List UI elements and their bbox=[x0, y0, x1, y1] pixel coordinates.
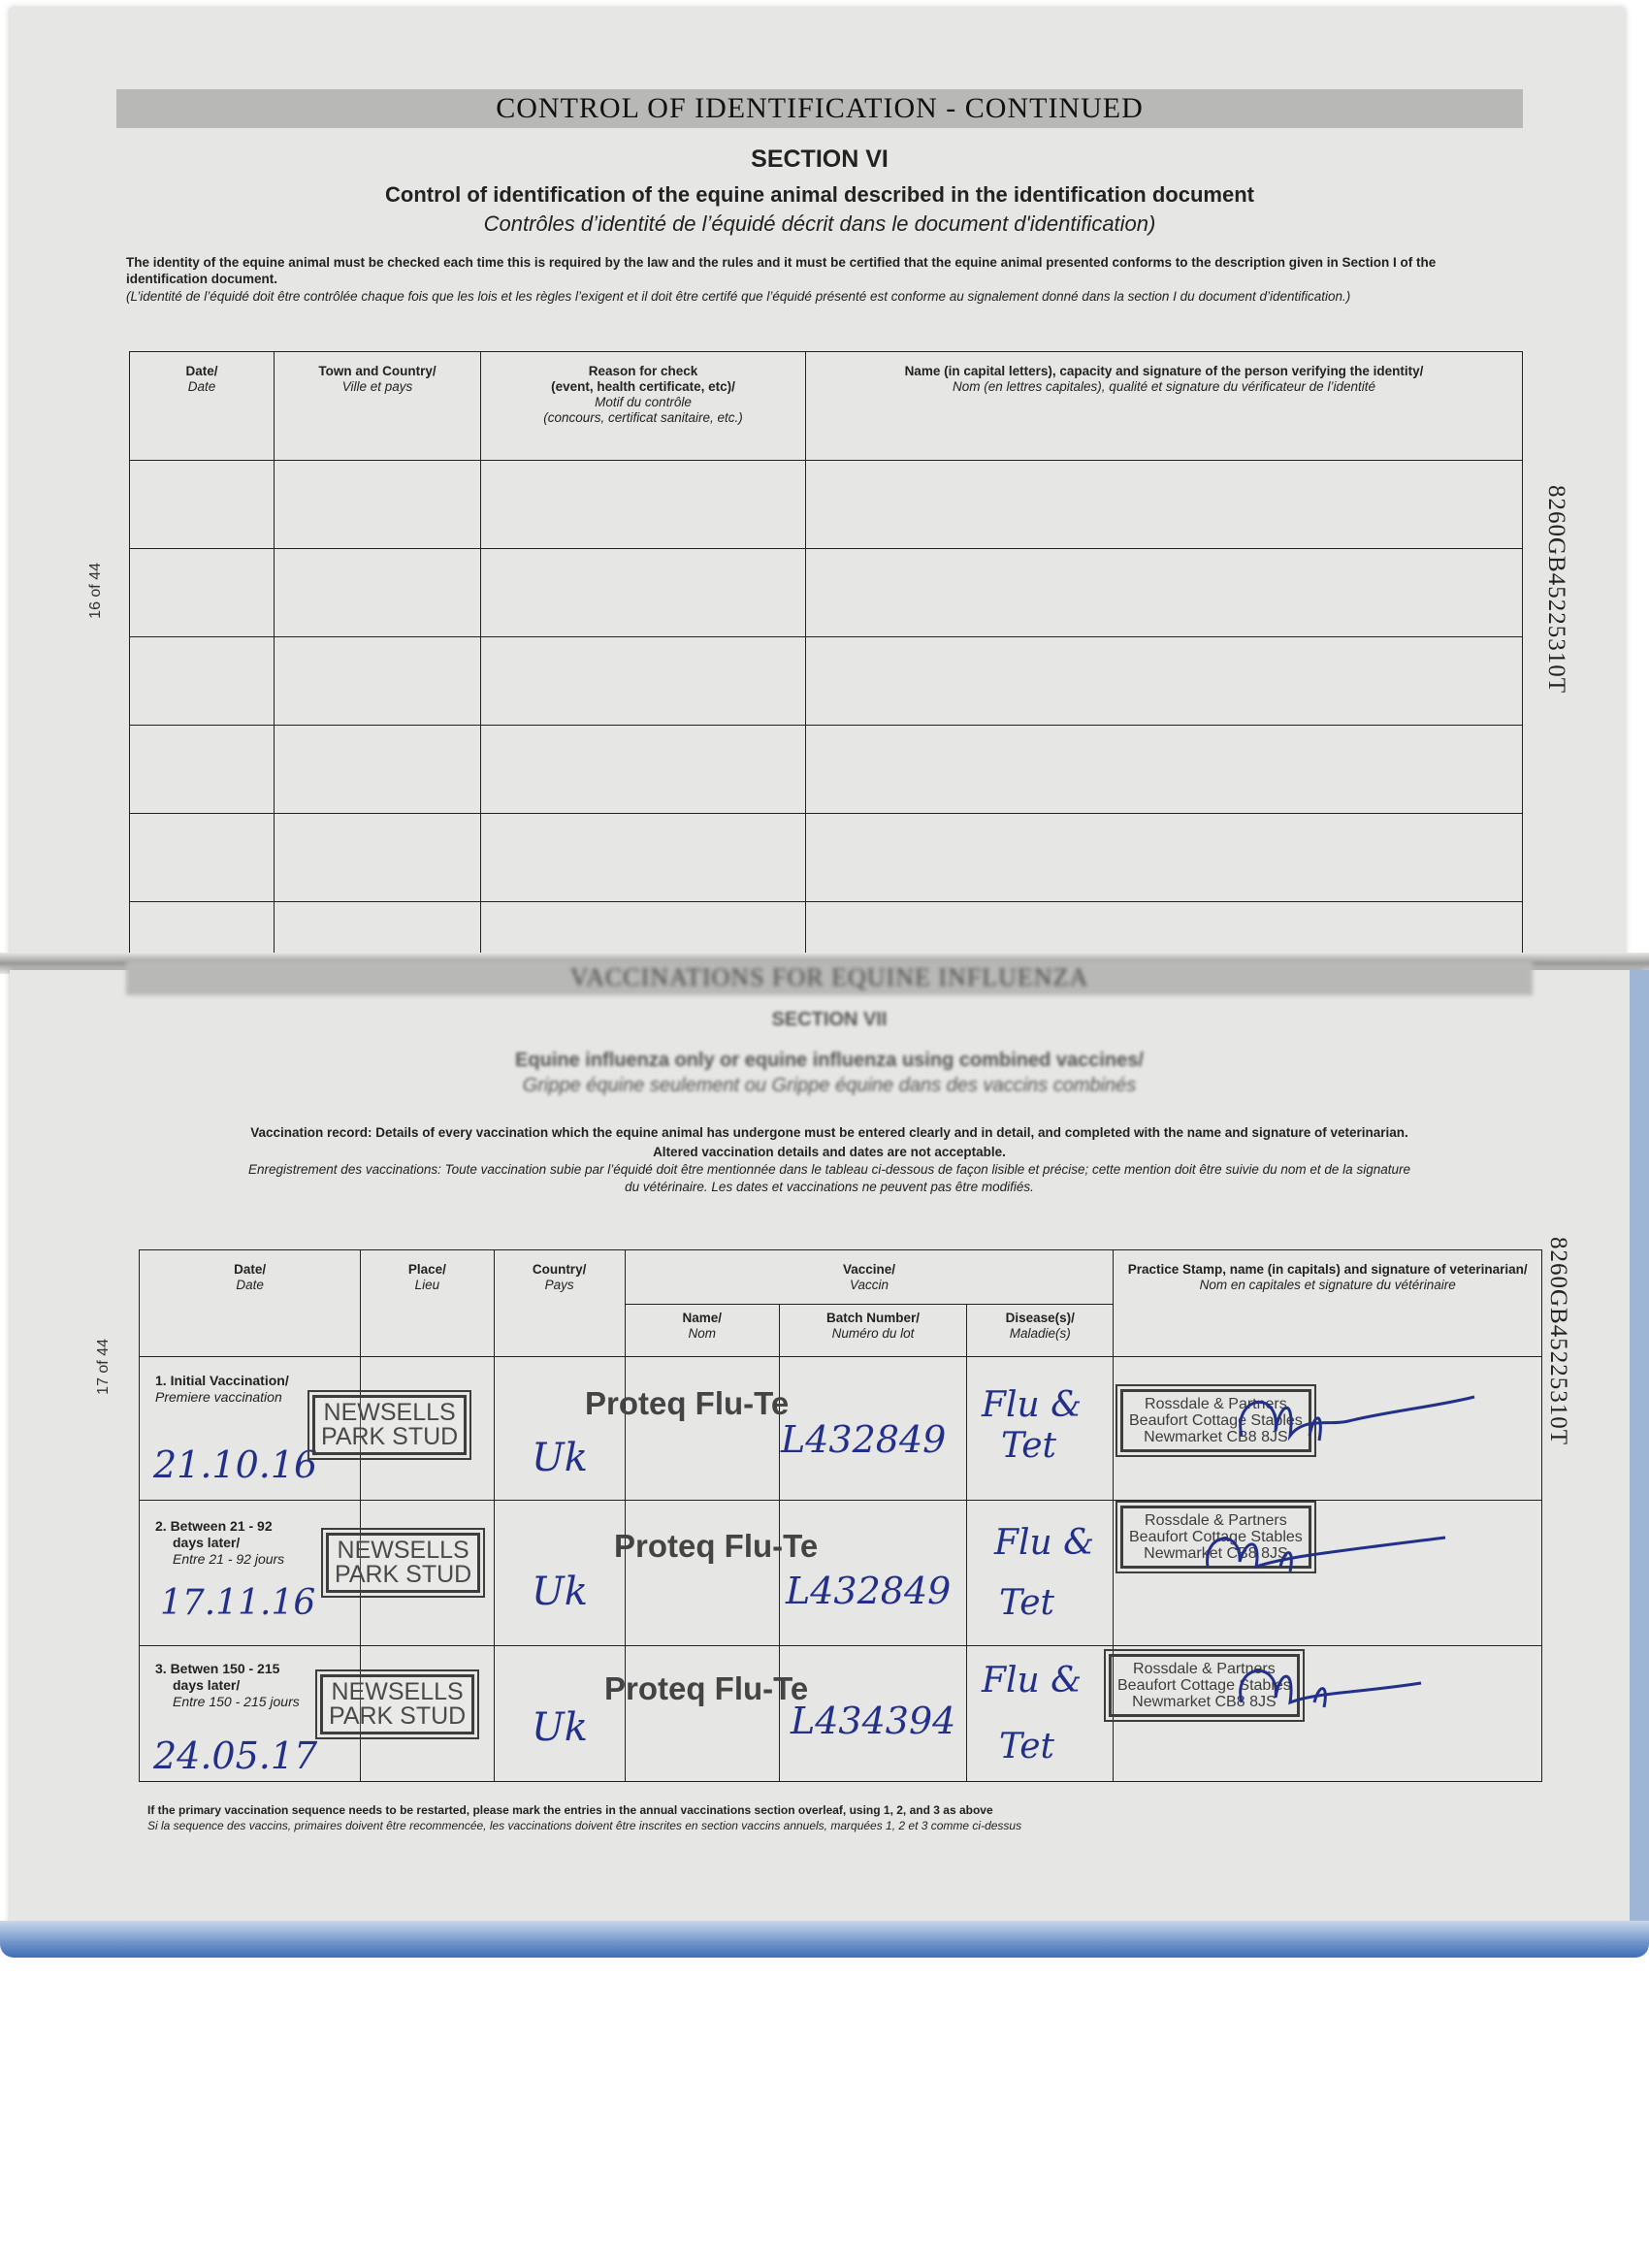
row-3-date: 24.05.17 bbox=[153, 1734, 318, 1777]
row-2-batch: L432849 bbox=[786, 1570, 952, 1612]
control-title-fr: Contrôles d’identité de l’équidé décrit dans le document d'identification) bbox=[483, 211, 1156, 236]
vaccination-record-fr-2: du vétérinaire. Les dates et vaccinations ne peuvent pas être modifiés. bbox=[625, 1180, 1034, 1194]
row-2-vet-signature bbox=[1193, 1513, 1455, 1581]
row-3-label: 3. Betwen 150 - 215 days later/ Entre 150 - 215 jours bbox=[155, 1661, 300, 1709]
page-number-16: 16 of 44 bbox=[87, 563, 104, 619]
row-2-label: 2. Between 21 - 92 days later/ Entre 21 - 92 jours bbox=[155, 1518, 285, 1567]
row-1-vaccine-name: Proteq Flu-Te bbox=[585, 1385, 790, 1421]
row-1-disease-2: Tet bbox=[1001, 1426, 1056, 1466]
row-2-vet-stamp: Rossdale & Partners Beaufort Cottage Stables Newmarket CB8 8JS bbox=[1120, 1506, 1311, 1569]
row-1-country: Uk bbox=[532, 1436, 588, 1480]
row-3-vet-stamp: Rossdale & Partners Beaufort Cottage Stables Newmarket CB8 8JS bbox=[1109, 1654, 1300, 1717]
row-1-date: 21.10.16 bbox=[153, 1443, 318, 1486]
row-2-country: Uk bbox=[532, 1570, 588, 1614]
header-vaccine-name: Name/ Nom bbox=[625, 1305, 779, 1357]
table-row bbox=[130, 637, 1523, 726]
restart-note-fr: Si la sequence des vaccins, primaires doivent être recommencée, les vaccinations doivent être inscrites en section vaccins annuels, marquées 1, 2 et 3 comme ci-dessus bbox=[147, 1819, 1022, 1832]
row-3-disease: Flu & bbox=[982, 1661, 1083, 1701]
restart-note-en: If the primary vaccination sequence needs to be restarted, please mark the entries in the annual vaccinations section overleaf, using 1, 2, and 3 as above bbox=[147, 1803, 993, 1817]
cover-edge-right bbox=[1630, 970, 1649, 1940]
header-reason: Reason for check (event, health certificate, etc)/ Motif du contrôle (concours, certificat sanitaire, etc.) bbox=[481, 352, 806, 461]
influenza-title-fr: Grippe équine seulement ou Grippe équine dans des vaccins combinés bbox=[522, 1075, 1137, 1096]
section-vii-title: SECTION VII bbox=[771, 1009, 888, 1030]
row-3-vaccine-name: Proteq Flu-Te bbox=[604, 1670, 809, 1706]
row-2-vaccine-name: Proteq Flu-Te bbox=[614, 1528, 819, 1564]
header-vaccine: Vaccine/ Vaccin bbox=[625, 1250, 1114, 1305]
table-row bbox=[130, 814, 1523, 902]
passport-serial-bottom: 8260GB45225310T bbox=[1545, 1237, 1571, 1445]
row-1-disease: Flu & bbox=[982, 1385, 1083, 1425]
identity-check-table bbox=[129, 351, 1523, 960]
header-date: Date/ Date bbox=[140, 1250, 361, 1357]
table-row bbox=[130, 726, 1523, 814]
row-3-batch: L434394 bbox=[791, 1700, 956, 1742]
row-1-batch: L432849 bbox=[781, 1418, 947, 1461]
row-3-country: Uk bbox=[532, 1705, 588, 1750]
header-place: Place/ Lieu bbox=[361, 1250, 494, 1357]
vaccination-record-en: Vaccination record: Details of every vaccination which the equine animal has undergone must be entered clearly and in detail, and completed with the name and signature of veterinarian. bbox=[250, 1125, 1408, 1140]
section-vi-title: SECTION VI bbox=[751, 146, 889, 173]
table-row bbox=[130, 461, 1523, 549]
influenza-title-en: Equine influenza only or equine influenza using combined vaccines/ bbox=[515, 1050, 1144, 1071]
vaccination-record-fr: Enregistrement des vaccinations: Toute vaccination subie par l’équidé doit être mentionnée dans le tableau ci-dessous de façon lisible et précise; cette mention doit être suivie du nom et de la signature bbox=[248, 1162, 1410, 1177]
table-row bbox=[130, 902, 1523, 960]
row-1-label: 1. Initial Vaccination/ Premiere vaccination bbox=[155, 1373, 289, 1405]
control-title-en: Control of identification of the equine animal described in the identification document bbox=[385, 182, 1254, 207]
identity-check-instructions-fr: (L’identité de l’équidé doit être contrôlée chaque fois que les lois et les règles l’exigent et il doit être certifé que l’équidé présenté est conforme au signalement donné dans la section I du document d’identification.) bbox=[126, 289, 1351, 304]
row-3-disease-2: Tet bbox=[999, 1727, 1054, 1766]
vaccinations-banner: VACCINATIONS FOR EQUINE INFLUENZA bbox=[126, 960, 1533, 995]
header-country: Country/ Pays bbox=[494, 1250, 625, 1357]
row-1-vet-stamp: Rossdale & Partners Beaufort Cottage Stables Newmarket CB8 8JS bbox=[1120, 1389, 1311, 1452]
row-1-place-stamp: NEWSELLS PARK STUD bbox=[312, 1395, 467, 1455]
row-1-vet-signature bbox=[1222, 1377, 1484, 1455]
header-town-country: Town and Country/ Ville et pays bbox=[275, 352, 481, 461]
row-3-place-stamp: NEWSELLS PARK STUD bbox=[320, 1674, 474, 1734]
header-date: Date/ Date bbox=[130, 352, 275, 461]
row-2-date: 17.11.16 bbox=[160, 1583, 316, 1623]
table-row bbox=[130, 549, 1523, 637]
identity-check-instructions-en: The identity of the equine animal must be checked each time this is required by the law and the rules and it must be certified that the equine animal presented conforms to the description given in Section I of the identification document. bbox=[126, 255, 1437, 286]
row-2-place-stamp: NEWSELLS PARK STUD bbox=[326, 1533, 480, 1593]
header-verifier-name: Name (in capital letters), capacity and signature of the person verifying the identity/ Nom (en lettres capitales), qualité et signature du vérificateur de l’identité bbox=[806, 352, 1523, 461]
page-number-17: 17 of 44 bbox=[95, 1339, 112, 1395]
header-diseases: Disease(s)/ Maladie(s) bbox=[967, 1305, 1114, 1357]
control-identification-banner: CONTROL OF IDENTIFICATION - CONTINUED bbox=[116, 89, 1523, 128]
passport-serial-top: 8260GB45225310T bbox=[1543, 485, 1569, 694]
header-batch-number: Batch Number/ Numéro du lot bbox=[779, 1305, 966, 1357]
vaccination-record-en-2: Altered vaccination details and dates are not acceptable. bbox=[653, 1145, 1006, 1159]
header-practice-stamp: Practice Stamp, name (in capitals) and signature of veterinarian/ Nom en capitales et signature du vétérinaire bbox=[1114, 1250, 1542, 1357]
row-3-vet-signature bbox=[1222, 1649, 1436, 1717]
cover-edge-bottom bbox=[0, 1921, 1649, 1958]
row-2-disease-2: Tet bbox=[999, 1583, 1054, 1623]
row-2-disease: Flu & bbox=[994, 1523, 1095, 1563]
